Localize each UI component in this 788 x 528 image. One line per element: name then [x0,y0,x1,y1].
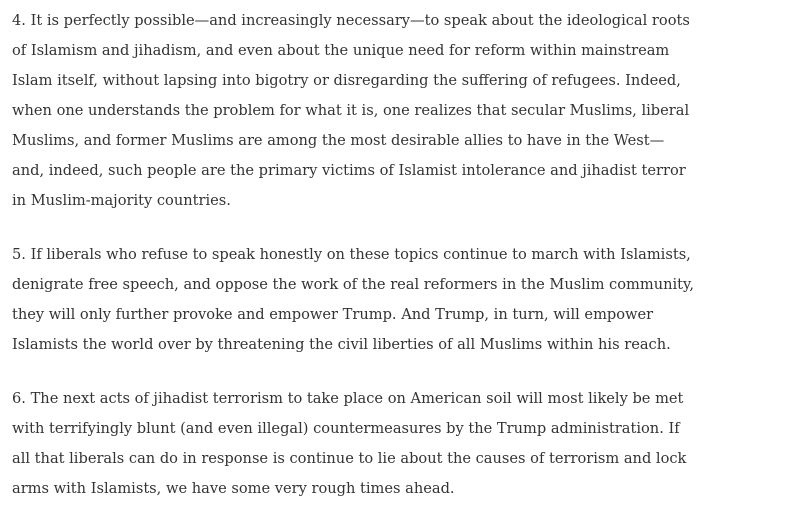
paragraph-line: arms with Islamists, we have some very rough times ahead. [12,480,455,497]
paragraph-line: 5. If liberals who refuse to speak honestly on these topics continue to march with Islamists, [12,246,691,263]
paragraph-line: Muslims, and former Muslims are among the most desirable allies to have in the West— [12,132,665,149]
paragraph-4 [12,6,690,216]
paragraph-line: when one understands the problem for what it is, one realizes that secular Muslims, liberal [12,102,690,119]
article-body [12,6,694,528]
paragraph-line: Islamists the world over by threatening the civil liberties of all Muslims within his reach. [12,336,671,353]
paragraph-line: all that liberals can do in response is continue to lie about the causes of terrorism and lock [12,450,687,467]
paragraph-line: 4. It is perfectly possible—and increasingly necessary—to speak about the ideological roots [12,12,690,29]
paragraph-line: of Islamism and jihadism, and even about the unique need for reform within mainstream [12,42,670,59]
paragraph-6 [12,384,687,504]
paragraph-5 [12,240,694,360]
paragraph-line: they will only further provoke and empower Trump. And Trump, in turn, will empower [12,306,654,323]
paragraph-line: denigrate free speech, and oppose the work of the real reformers in the Muslim community, [12,276,694,293]
paragraph-line: 6. The next acts of jihadist terrorism to take place on American soil will most likely be met [12,390,684,407]
paragraph-line: in Muslim-majority countries. [12,192,231,209]
paragraph-line: Islam itself, without lapsing into bigotry or disregarding the suffering of refugees. Indeed, [12,72,681,89]
paragraph-line: and, indeed, such people are the primary victims of Islamist intolerance and jihadist terror [12,162,686,179]
paragraph-line: with terrifyingly blunt (and even illegal) countermeasures by the Trump administration. If [12,420,680,437]
